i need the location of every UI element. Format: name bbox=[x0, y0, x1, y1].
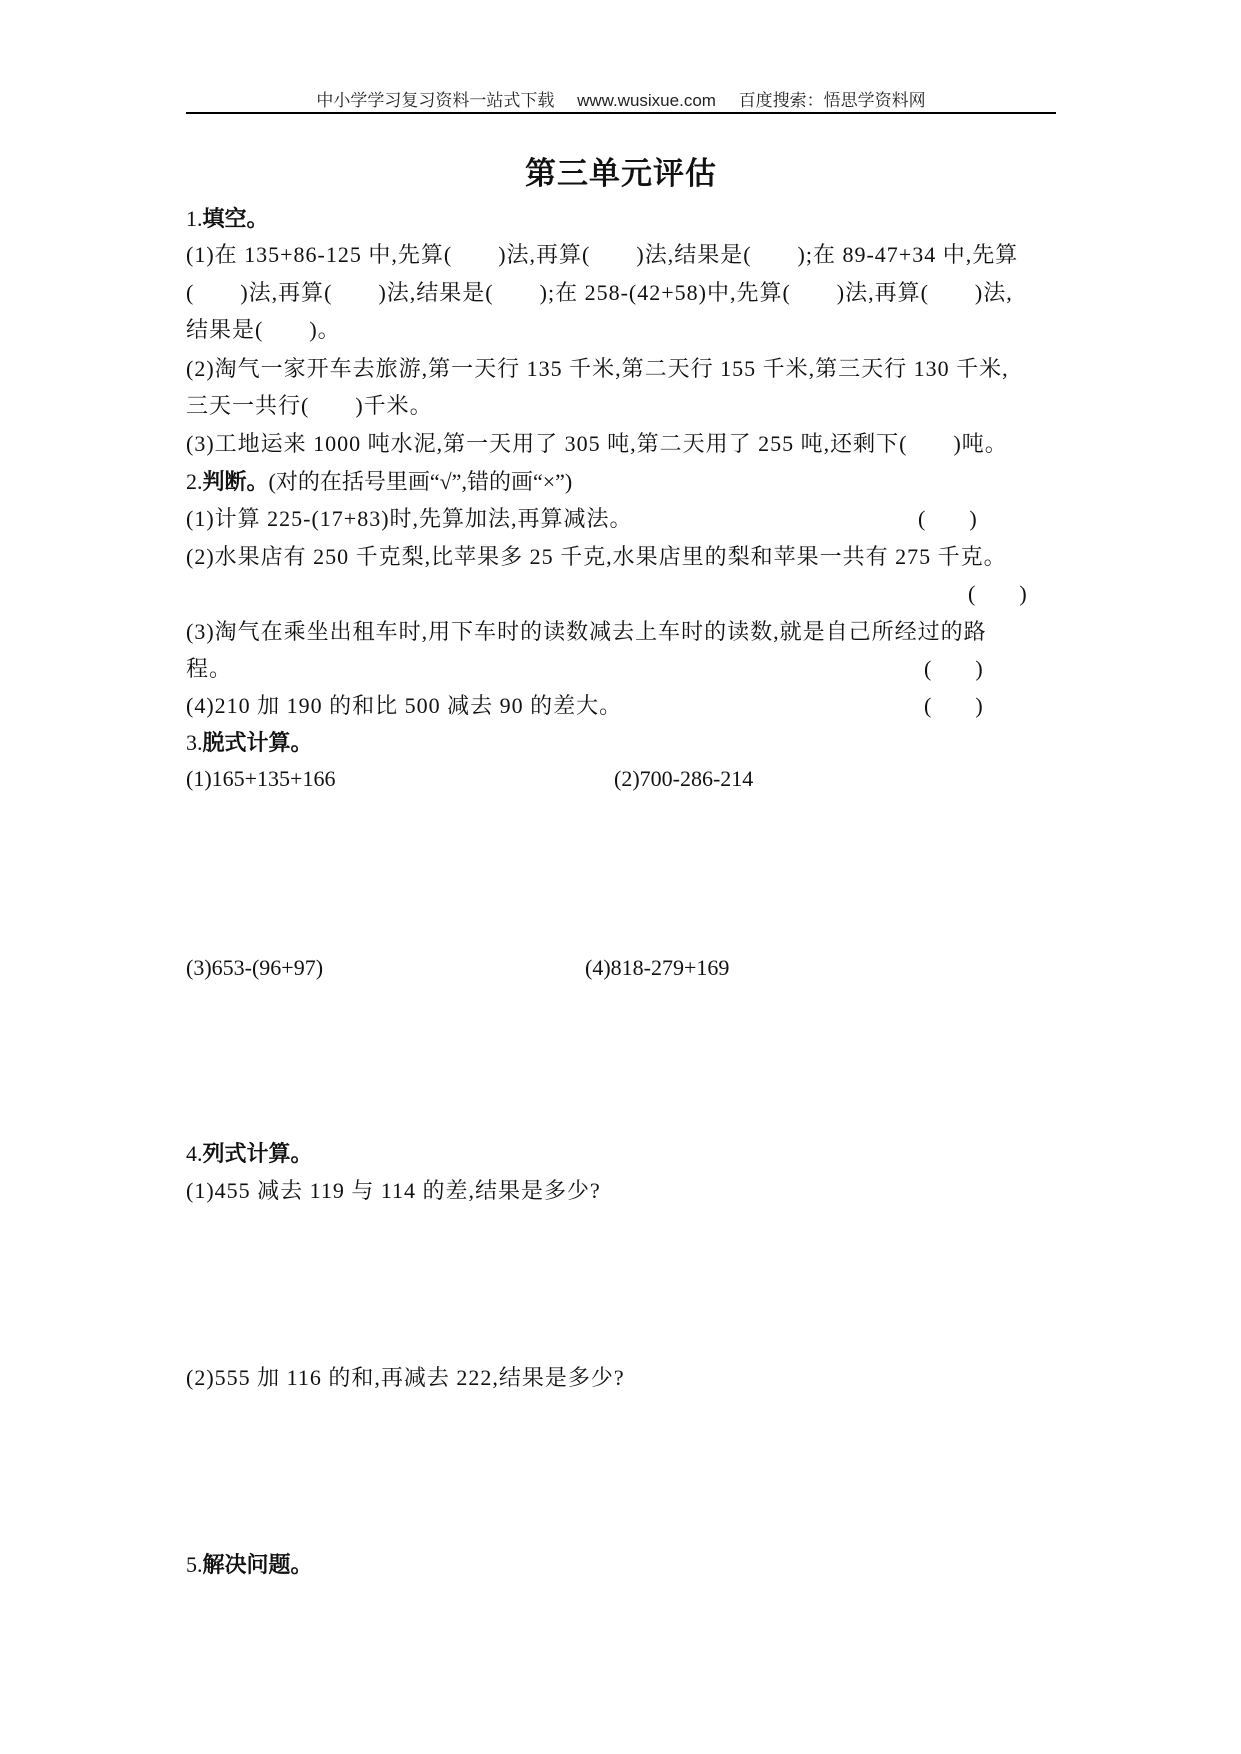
section-2-note: (对的在括号里画“√”,错的画“×”) bbox=[268, 469, 573, 494]
s1-q3: (3)工地运来 1000 吨水泥,第一天用了 305 吨,第二天用了 255 吨,还剩下( )吨。 bbox=[186, 431, 1008, 456]
section-3-number: 3. bbox=[186, 730, 203, 755]
s1-q1-line2: ( )法,再算( )法,结果是( );在 258-(42+58)中,先算( )法,再算( )法, bbox=[186, 280, 1013, 305]
page-title: 第三单元评估 bbox=[525, 156, 717, 191]
section-4-heading bbox=[186, 1141, 313, 1168]
s4-q2: (2)555 加 116 的和,再减去 222,结果是多少? bbox=[186, 1365, 625, 1390]
section-5-title: 解决问题。 bbox=[202, 1553, 313, 1578]
s1-q1-line3: 结果是( )。 bbox=[186, 317, 341, 342]
header-rule bbox=[186, 112, 1056, 114]
s3-problem-3: (3)653-(96+97) bbox=[186, 955, 324, 980]
s1-q2-line1: (2)淘气一家开车去旅游,第一天行 135 千米,第二天行 155 千米,第三天行 130 千米, bbox=[186, 356, 1009, 381]
section-5-heading bbox=[186, 1552, 313, 1579]
s2-q3-answer-paren: ( ) bbox=[924, 656, 983, 681]
s2-q3-line2: 程。 bbox=[186, 656, 233, 681]
section-5-number: 5. bbox=[186, 1552, 203, 1577]
section-2-heading bbox=[186, 469, 572, 496]
section-4-number: 4. bbox=[186, 1141, 203, 1166]
section-1-heading bbox=[186, 206, 269, 233]
s1-q2-line2: 三天一共行( )千米。 bbox=[186, 393, 433, 418]
section-3-heading bbox=[186, 730, 313, 757]
s4-q1: (1)455 减去 119 与 114 的差,结果是多少? bbox=[186, 1178, 601, 1203]
s2-q3-line1: (3)淘气在乘坐出租车时,用下车时的读数减去上车时的读数,就是自己所经过的路 bbox=[186, 619, 987, 644]
s1-q1-line1: (1)在 135+86-125 中,先算( )法,再算( )法,结果是( );在 89-47+34 中,先算 bbox=[186, 242, 1019, 267]
s2-q2-answer-paren: ( ) bbox=[968, 581, 1027, 606]
section-2-title: 判断。 bbox=[202, 470, 269, 495]
header-site-text: www.wusixue.com bbox=[577, 91, 716, 110]
header-right-text: 百度搜索：悟思学资料网 bbox=[738, 91, 926, 110]
page-header bbox=[186, 86, 1056, 111]
s3-problem-4: (4)818-279+169 bbox=[585, 955, 730, 980]
section-4-title: 列式计算。 bbox=[202, 1142, 313, 1167]
header-left-text: 中小学学习复习资料一站式下载 bbox=[316, 91, 555, 110]
section-2-number: 2. bbox=[186, 469, 203, 494]
s2-q4-answer-paren: ( ) bbox=[924, 693, 983, 718]
s3-problem-2: (2)700-286-214 bbox=[614, 766, 754, 791]
section-1-title: 填空。 bbox=[202, 207, 269, 232]
s2-q2: (2)水果店有 250 千克梨,比苹果多 25 千克,水果店里的梨和苹果一共有 275 千克。 bbox=[186, 544, 1007, 569]
section-3-title: 脱式计算。 bbox=[202, 731, 313, 756]
s2-q1-answer-paren: ( ) bbox=[918, 506, 977, 531]
section-1-number: 1. bbox=[186, 206, 203, 231]
s2-q4: (4)210 加 190 的和比 500 减去 90 的差大。 bbox=[186, 693, 623, 718]
s3-problem-1: (1)165+135+166 bbox=[186, 766, 336, 791]
s2-q1: (1)计算 225-(17+83)时,先算加法,再算减法。 bbox=[186, 506, 633, 531]
